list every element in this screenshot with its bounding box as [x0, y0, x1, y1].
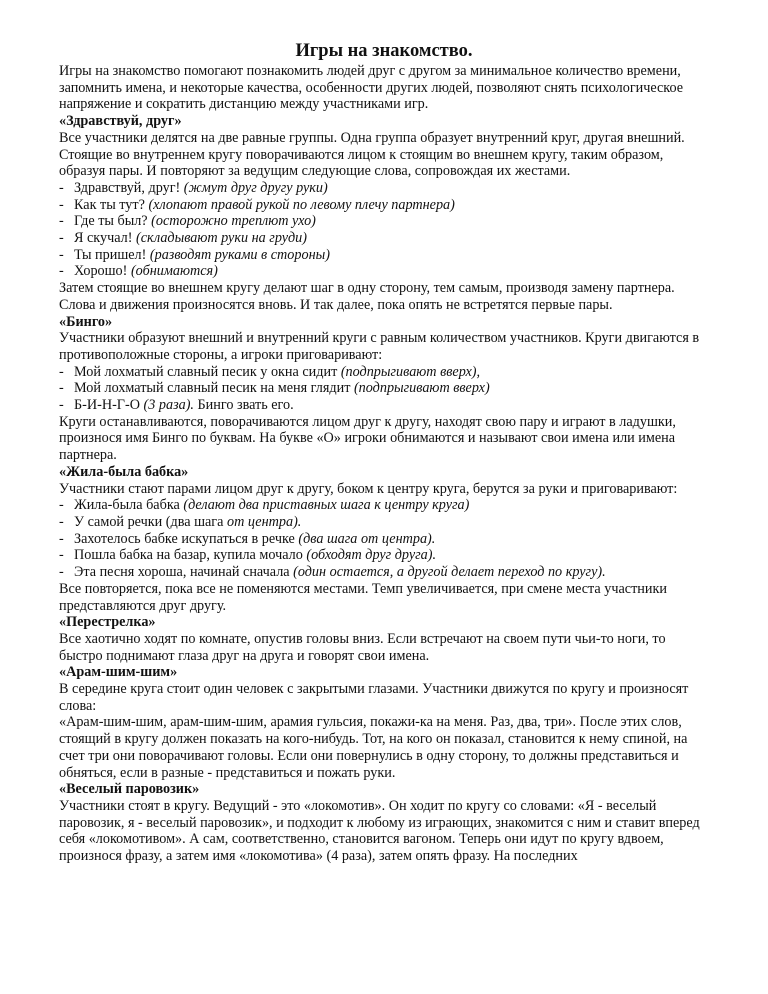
section-heading: «Бинго» [59, 313, 113, 330]
dash-bullet: - [59, 497, 64, 514]
intro-paragraph: Игры на знакомство помогают познакомить людей друг с другом за минимальное количество времени, запомнить имена, и некоторые качества, особенности других людей, позволяют снять психологическое напряжение и сократить дистанцию между участниками игр. [59, 63, 684, 113]
section-heading: «Веселый паровозик» [59, 781, 200, 798]
section-heading: «Арам-шим-шим» [59, 664, 178, 681]
item-text: Мой лохматый славный песик на меня глядит [74, 380, 351, 397]
list-item [59, 564, 709, 581]
item-after: Бинго звать его. [197, 397, 294, 414]
list-item [59, 364, 709, 381]
item-text: Как ты тут? [74, 196, 145, 213]
dash-bullet: - [59, 263, 64, 280]
item-action: (осторожно треплют ухо) [151, 213, 316, 230]
item-text: Б-И-Н-Г-О [74, 397, 140, 414]
document-title: Игры на знакомство. [295, 41, 473, 61]
item-text: У самой речки (два шага [74, 513, 224, 530]
item-action: (хлопают правой рукой по левому плечу партнера) [148, 196, 455, 213]
dash-bullet: - [59, 213, 64, 230]
list-item [59, 497, 709, 514]
list-item [59, 247, 709, 264]
list-item [59, 197, 709, 214]
section-heading: «Перестрелка» [59, 614, 156, 631]
item-action: (разводят руками в стороны) [149, 246, 330, 263]
list-item [59, 514, 709, 531]
item-text: Здравствуй, друг! [74, 179, 181, 196]
dash-bullet: - [59, 564, 64, 581]
section-paragraph: Участники стоят в кругу. Ведущий - это «локомотив». Он ходит по кругу со словами: «Я - веселый паровозик, я - веселый паровозик», и подходит к любому из играющих, знакомится с ним и ставит вперед себя «локомотивом». А сам, соответственно, становится вагоном. Теперь они идут по кругу вдвоем, произнося фразу, а затем имя «локомотива» (4 раза), затем опять фразу. На последних [59, 797, 700, 865]
item-action: (один остается, а другой делает переход по кругу). [293, 564, 606, 581]
section-paragraph: Все хаотично ходят по комнате, опустив головы вниз. Если встречают на своем пути чьи-то ноги, то быстро поднимают глаза друг на друга и говорят свои имена. [59, 630, 666, 664]
item-action: (складывают руки на груди) [136, 230, 307, 247]
section-heading: «Жила-была бабка» [59, 463, 189, 480]
section-paragraph: Участники стают парами лицом друг к другу, боком к центру круга, берутся за руки и приговаривают: [59, 480, 678, 497]
item-action: (подпрыгивают вверх) [353, 380, 490, 397]
item-text: Мой лохматый славный песик у окна сидит [74, 363, 338, 380]
item-action: (подпрыгивают вверх), [340, 363, 481, 380]
item-text: Эта песня хороша, начинай сначала [74, 564, 290, 581]
item-text: Я скучал! [74, 230, 133, 247]
dash-bullet: - [59, 246, 64, 263]
dash-bullet: - [59, 547, 64, 564]
item-action: от центра). [226, 513, 302, 530]
item-text: Где ты был? [74, 213, 148, 230]
list-item [59, 230, 709, 247]
dash-bullet: - [59, 363, 64, 380]
section-paragraph: Участники образуют внешний и внутренний круги с равным количеством участников. Круги двигаются в противоположные стороны, а игроки приговаривают: [59, 330, 700, 363]
item-action: (3 раза). [143, 397, 194, 414]
section-paragraph: «Арам-шим-шим, арам-шим-шим, арамия гульсия, покажи-ка на меня. Раз, два, три». После этих слов, стоящий в кругу должен показать на кого-нибудь. Тот, на кого он показал, становится к нему спиной, на счет три они поворачивают головы. Если они повернулись в одну сторону, то должны представиться и обняться, если в разные - представиться и пожать руки. [59, 714, 688, 781]
list-item [59, 180, 709, 197]
dash-bullet: - [59, 380, 64, 397]
item-action: (обходят друг друга). [306, 547, 437, 564]
item-text: Захотелось бабке искупаться в речке [74, 530, 295, 547]
section-paragraph: Все повторяется, пока все не поменяются местами. Темп увеличивается, при смене места участники представляются друг другу. [59, 580, 667, 614]
section-paragraph: Круги останавливаются, поворачиваются лицом друг к другу, находят свою пару и играют в ладушки, произнося имя Бинго по буквам. На букве «О» игроки обнимаются и называют свои имена или имена партнера. [59, 413, 676, 464]
section-heading: «Здравствуй, друг» [59, 113, 182, 130]
item-action: (делают два приставных шага к центру круга) [183, 497, 470, 514]
list-item [59, 213, 709, 230]
document-page [59, 40, 709, 865]
item-action: (жмут друг другу руки) [183, 179, 328, 196]
item-text: Пошла бабка на базар, купила мочало [74, 547, 303, 564]
dash-bullet: - [59, 397, 64, 414]
section-paragraph: Все участники делятся на две равные группы. Одна группа образует внутренний круг, другая внешний. Стоящие во внутреннем кругу поворачиваются лицом к стоящим во внешнем кругу, таким образом, образуя пары. И повторяют за ведущим следующие слова, сопровождая их жестами. [59, 129, 685, 180]
list-item [59, 380, 709, 397]
section-paragraph: Затем стоящие во внешнем кругу делают шаг в одну сторону, тем самым, производя замену партнера. Слова и движения произносятся вновь. И так далее, пока опять не встретятся первые пары. [59, 280, 675, 313]
list-item [59, 263, 709, 280]
dash-bullet: - [59, 196, 64, 213]
section-paragraph: В середине круга стоит один человек с закрытыми глазами. Участники движутся по кругу и произносят слова: [59, 681, 689, 714]
dash-bullet: - [59, 530, 64, 547]
item-text: Жила-была бабка [74, 497, 180, 514]
list-item [59, 397, 709, 414]
item-action: (два шага от центра). [298, 530, 436, 547]
item-text: Ты пришел! [74, 246, 147, 263]
list-item [59, 547, 709, 564]
dash-bullet: - [59, 179, 64, 196]
dash-bullet: - [59, 230, 64, 247]
item-text: Хорошо! [74, 263, 128, 280]
list-item [59, 531, 709, 548]
item-action: (обнимаются) [130, 263, 218, 280]
dash-bullet: - [59, 513, 64, 530]
